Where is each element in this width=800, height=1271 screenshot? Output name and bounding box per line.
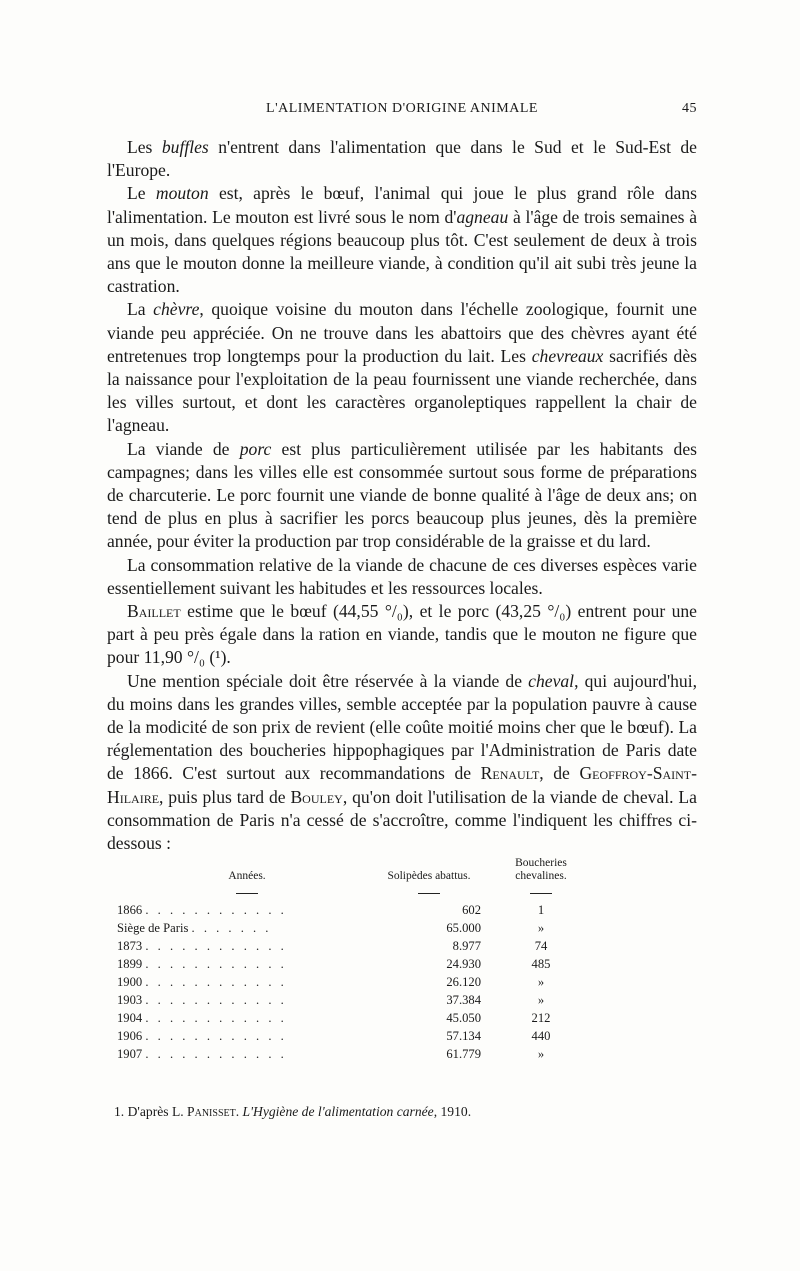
paragraph-porc: La viande de porc est plus particulièrement utilisée par les habitants des campagnes; dans les villes elle est consommée surtout sous forme de préparations de charcuterie. Le porc fournit une viande de bonne qualité à l'âge de deux ans; on tend de plus en plus à sacrifier les porcs beaucoup plus jeunes, dès la première année, pour éviter la production par trop considérable de la graisse et du lard. xyxy=(107,438,697,552)
table-row xyxy=(107,973,581,991)
table-row xyxy=(107,937,581,955)
year-label: 1900 xyxy=(117,975,143,990)
boucheries-value: » xyxy=(537,1047,545,1062)
boucheries-value: 440 xyxy=(531,1029,551,1044)
solipedes-value: 65.000 xyxy=(446,921,481,936)
body-text xyxy=(107,136,697,855)
table-row xyxy=(107,1009,581,1027)
header-rule xyxy=(107,883,581,901)
year-label: 1866 xyxy=(117,903,143,918)
boucheries-value: 1 xyxy=(537,903,545,918)
solipedes-value: 602 xyxy=(462,903,481,918)
table-row xyxy=(107,955,581,973)
table-row xyxy=(107,991,581,1009)
year-label: 1907 xyxy=(117,1047,143,1062)
footnote: 1. D'après L. Panisset. L'Hygiène de l'alimentation carnée, 1910. xyxy=(114,1104,472,1119)
book-page xyxy=(107,98,697,1063)
header-annees: Années. xyxy=(228,870,266,883)
boucheries-value: » xyxy=(537,993,545,1008)
solipedes-value: 26.120 xyxy=(446,975,481,990)
paragraph-chevre: La chèvre, quoique voisine du mouton dans l'échelle zoologique, fournit une viande peu appréciée. On ne trouve dans les abattoirs que des chèvres ayant été entretenues trop longtemps pour la production du lait. Les chevreaux sacrifiés dès la naissance pour l'exploitation de la peau fournissent une viande recherchée, dans les villes surtout, et dont les caractères organoleptiques rappellent la chair de l'agneau. xyxy=(107,299,697,436)
boucheries-value: » xyxy=(537,921,545,936)
paragraph-baillet: Baillet estime que le bœuf (44,55 °/₀), et le porc (43,25 °/₀) entrent pour une part à peu près égale dans la ration en viande, tandis que le mouton ne figure que pour 11,90 °/₀ (¹). xyxy=(107,601,697,668)
paragraph-mouton: Le mouton est, après le bœuf, l'animal qui joue le plus grand rôle dans l'alimentation. Le mouton est livré sous le nom d'agneau à l'âge de trois semaines à un mois, dans quelques régions beaucoup plus tôt. C'est seulement de deux à trois ans que le mouton donne la meilleure viande, à condition qu'il ait subi très jeune la castration. xyxy=(107,183,698,297)
paragraph-buffles: Les buffles n'entrent dans l'alimentation que dans le Sud et le Sud-Est de l'Europe. xyxy=(107,137,697,181)
year-label: 1873 xyxy=(117,939,143,954)
boucheries-value: 74 xyxy=(534,939,548,954)
running-head xyxy=(107,98,697,122)
boucheries-value: 212 xyxy=(531,1011,551,1026)
leader-dots: . . . . . . . . . . . . xyxy=(145,903,287,918)
solipedes-value: 61.779 xyxy=(446,1047,481,1062)
leader-dots: . . . . . . . . . . . . xyxy=(145,1047,287,1062)
boucheries-value: » xyxy=(537,975,545,990)
paragraph-cheval: Une mention spéciale doit être réservée à la viande de cheval, qui aujourd'hui, du moins dans les grandes villes, semble acceptée par la population pauvre à cause de la modicité de son prix de revient (elle coûte moitié moins cher que le bœuf). La réglementation des boucheries hippophagiques par l'Administration de Paris date de 1866. C'est surtout aux recommandations de Renault, de Geoffroy-Saint-Hilaire, puis plus tard de Bouley, qu'on doit l'utilisation de la viande de cheval. La consommation de Paris n'a cessé de s'accroître, comme l'indiquent les chiffres ci-dessous : xyxy=(107,670,697,854)
leader-dots: . . . . . . . . . . . . xyxy=(145,957,287,972)
year-label: 1906 xyxy=(117,1029,143,1044)
slaughter-table xyxy=(107,857,581,1063)
header-solipedes: Solipèdes abattus. xyxy=(387,870,471,883)
header-boucheries: Boucheries chevalines. xyxy=(515,857,567,883)
year-label: 1904 xyxy=(117,1011,143,1026)
leader-dots: . . . . . . . . . . . . xyxy=(145,939,287,954)
solipedes-value: 8.977 xyxy=(452,939,481,954)
solipedes-value: 37.384 xyxy=(446,993,481,1008)
table-row xyxy=(107,1027,581,1045)
table-row xyxy=(107,1045,581,1063)
leader-dots: . . . . . . . . . . . . xyxy=(145,975,287,990)
leader-dots: . . . . . . . . . . . . xyxy=(145,1029,287,1044)
solipedes-value: 45.050 xyxy=(446,1011,481,1026)
boucheries-value: 485 xyxy=(531,957,551,972)
solipedes-value: 57.134 xyxy=(446,1029,481,1044)
leader-dots: . . . . . . . xyxy=(191,921,272,936)
leader-dots: . . . . . . . . . . . . xyxy=(145,993,287,1008)
year-label: 1903 xyxy=(117,993,143,1008)
leader-dots: . . . . . . . . . . . . xyxy=(145,1011,287,1026)
solipedes-value: 24.930 xyxy=(446,957,481,972)
page-number: 45 xyxy=(682,101,697,116)
running-title: L'ALIMENTATION D'ORIGINE ANIMALE xyxy=(266,101,538,116)
table-row xyxy=(107,919,581,937)
year-label: 1899 xyxy=(117,957,143,972)
table-row xyxy=(107,901,581,919)
year-label: Siège de Paris xyxy=(117,921,189,936)
paragraph-consommation: La consommation relative de la viande de chacune de ces diverses espèces varie essentiellement suivant les habitudes et les ressources locales. xyxy=(107,554,697,598)
